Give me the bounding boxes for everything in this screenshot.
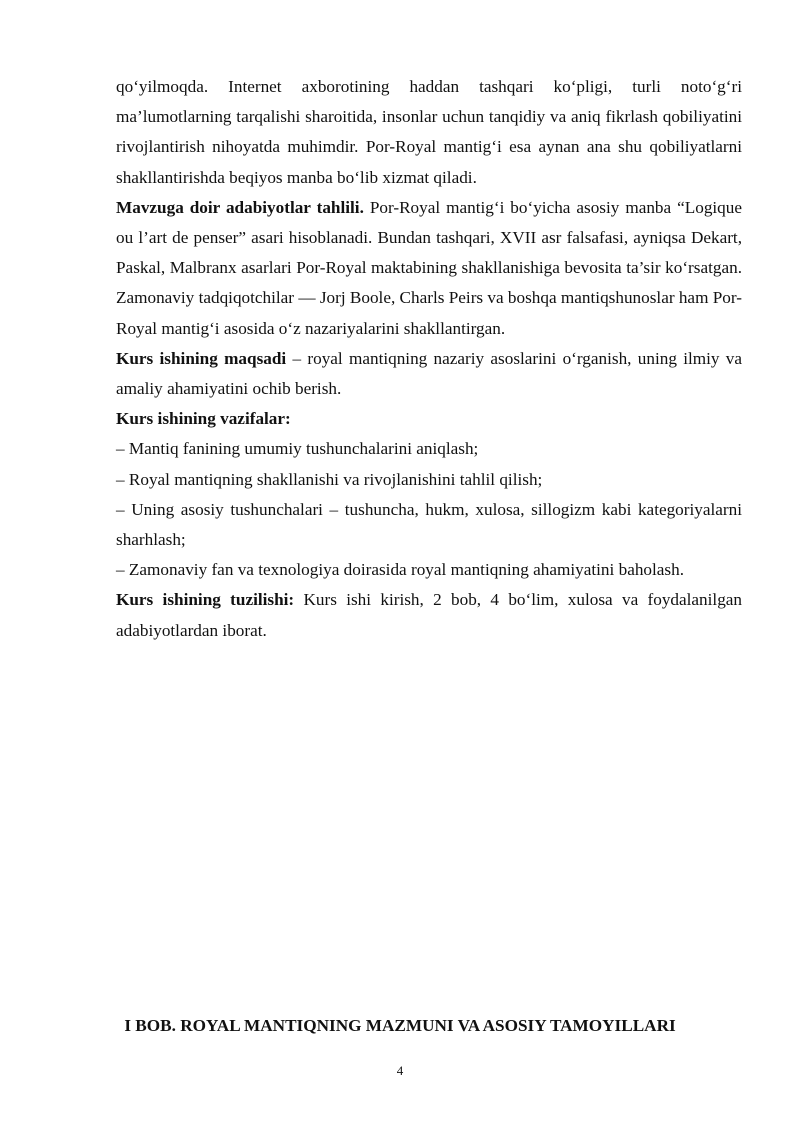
task-item: – Zamonaviy fan va texnologiya doirasida royal mantiqning ahamiyatini baholash. [116,560,684,580]
task-item: – Royal mantiqning shakllanishi va rivojlanishini tahlil qilish; [116,469,543,489]
literature-review-paragraph [116,193,742,344]
structure-paragraph [116,585,742,645]
task-item: – Uning asosiy tushunchalari – tushuncha, hukm, xulosa, sillogizm kabi kategoriyalarni sharhlash; [116,499,742,550]
task-item: – Mantiq fanining umumiy tushunchalarini aniqlash; [116,439,479,459]
tasks-heading: Kurs ishining vazifalar: [116,409,291,429]
literature-review-text: Por-Royal mantig‘i bo‘yicha asosiy manba “Logique ou l’art de penser” asari hisoblanadi. Bundan tashqari, XVII asr falsafasi, ayniqsa Dekart, Paskal, Malbranx asarlari Por-Royal maktabining shakllanishiga bevosita ta’sir ko‘rsatgan. Zamonaviy tadqiqotchilar — Jorj Boole, Charls Peirs va boshqa mantiqshunoslar ham Por-Royal mantig‘i asosida o‘z nazariyalarini shakllantirgan. [116,197,743,338]
goal-text: – royal mantiqning nazariy asoslarini o‘rganish, uning ilmiy va amaliy ahamiyatini ochib berish. [116,348,742,399]
page-content [116,72,742,646]
goal-heading: Kurs ishining maqsadi [116,348,287,368]
page-number: 4 [396,1063,404,1078]
literature-review-heading: Mavzuga doir adabiyotlar tahlili. [116,197,364,217]
intro-paragraph: qo‘yilmoqda. Internet axborotining haddan tashqari ko‘pligi, turli noto‘g‘ri ma’lumotlarning tarqalishi sharoitida, insonlar uchun tanqidiy va aniq fikrlash qobiliyatini rivojlantirish nihoyatda muhimdir. Por-Royal mantig‘i esa aynan ana shu qobiliyatlarni shakllantirishda beqiyos manba bo‘lib xizmat qiladi. [116,77,742,187]
structure-heading: Kurs ishining tuzilishi: [116,590,295,610]
structure-text: Kurs ishi kirish, 2 bob, 4 bo‘lim, xulosa va foydalanilgan adabiyotlardan iborat. [116,590,743,640]
goal-paragraph [116,344,742,404]
chapter-heading: I BOB. ROYAL MANTIQNING MAZMUNI VA ASOSIY TAMOYILLARI [124,1016,676,1035]
